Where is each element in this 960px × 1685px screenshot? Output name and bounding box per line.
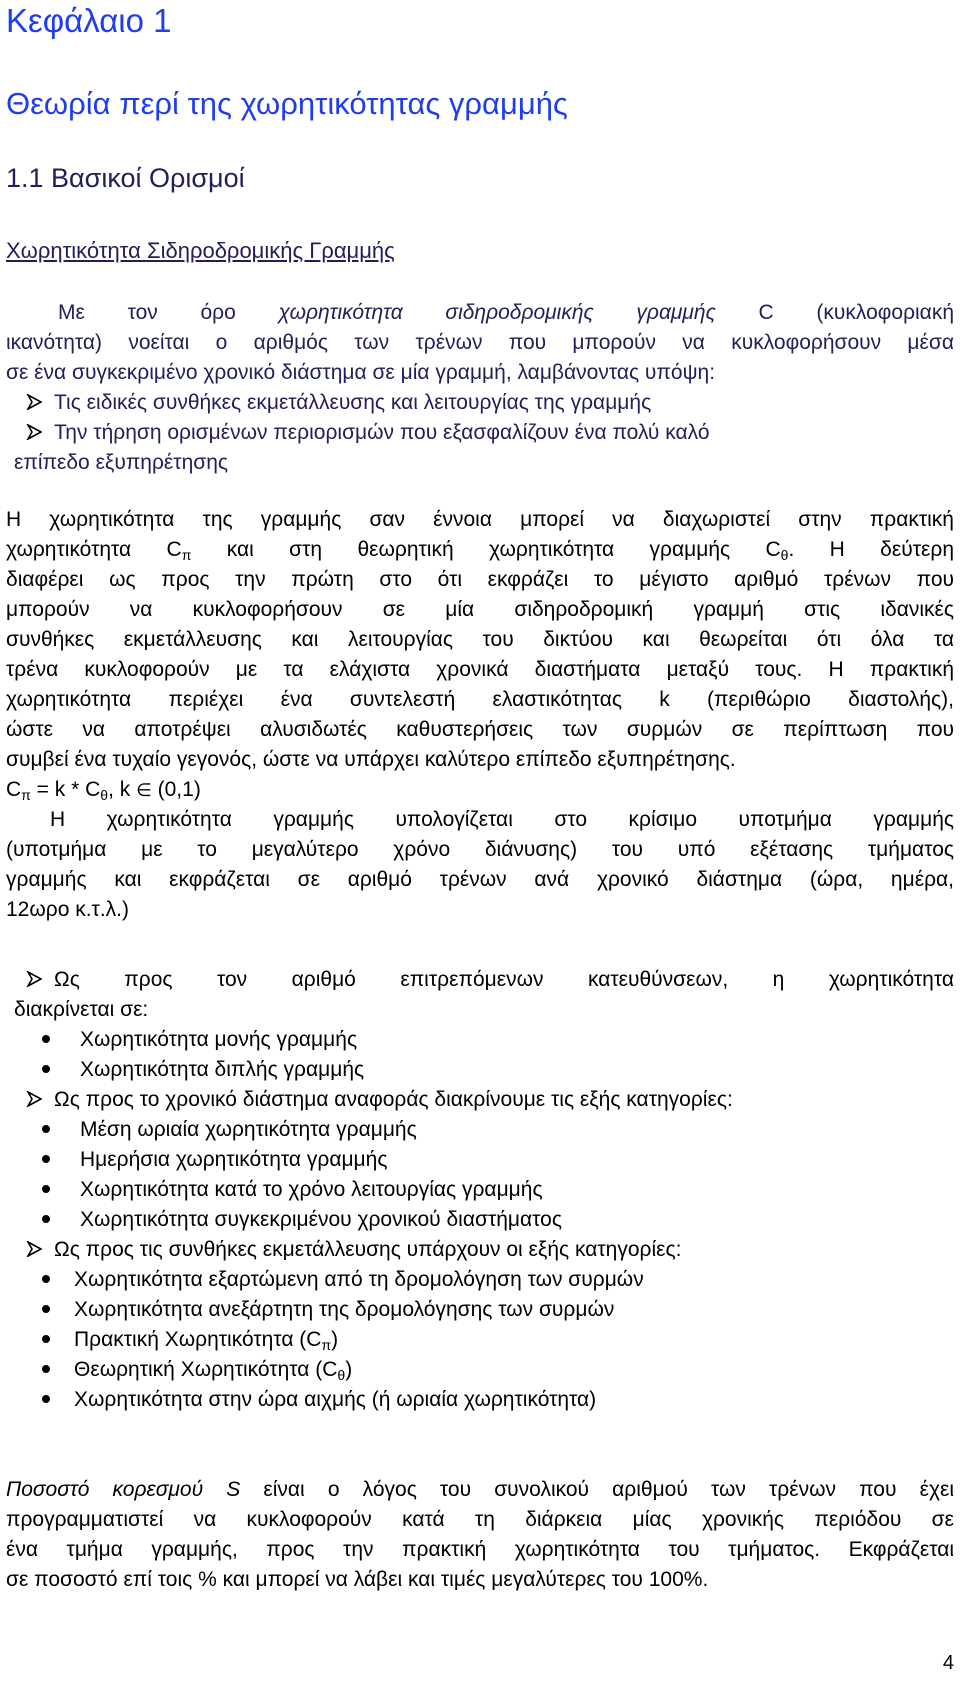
term-emphasis: Ποσοστό κορεσμού S (6, 1478, 241, 1501)
text-line: χωρητικότητα περιέχει ένα συντελεστή ελαστικότητας k (περιθώριο διαστολής), (6, 688, 954, 711)
text-line: προγραμματιστεί να κυκλοφορούν κατά τη διάρκεια μίας χρονικής περιόδου σε (6, 1508, 954, 1531)
list-item: Πρακτική Χωρητικότητα $(C_\pi)$ (6, 1325, 954, 1355)
chapter-title: Κεφάλαιο 1 (6, 2, 172, 39)
page-number: 4 (942, 1652, 954, 1674)
bullet-dot-icon (42, 1125, 50, 1133)
list-item: Την τήρηση ορισμένων περιορισμών που εξασφαλίζουν ένα πολύ καλό (6, 418, 954, 448)
term-emphasis: χωρητικότητα σιδηροδρομικής γραμμής (278, 301, 716, 324)
text-line: Με τον όρο χωρητικότητα σιδηροδρομικής γραμμής C (κυκλοφοριακή (58, 301, 954, 324)
classification-list (6, 965, 954, 1415)
saturation-paragraph (6, 1475, 954, 1595)
text-line: χωρητικότητα $C_\pi$ και στη θεωρητική χωρητικότητα γραμμής $C_\theta$. Η δεύτερη (6, 538, 955, 563)
bullet-dot-icon (42, 1065, 50, 1073)
list-item: Χωρητικότητα συγκεκριμένου χρονικού διαστήματος (6, 1205, 954, 1235)
bullet-dot-icon (42, 1155, 50, 1163)
text-line: ικανότητα) νοείται ο αριθμός των τρένων που μπορούν να κυκλοφορήσουν μέσα (6, 331, 954, 354)
formula: $C_\pi = k * C_\theta$, k ∈ (0,1) (6, 778, 201, 803)
bullet-dot-icon (42, 1035, 50, 1043)
text-line: ένα τμήμα γραμμής, προς την πρακτική χωρητικότητα του τμήματος. Εκφράζεται (6, 1538, 954, 1561)
text-line: Ποσοστό κορεσμού S είναι ο λόγος του συνολικού αριθμού των τρένων που έχει (6, 1478, 954, 1501)
text-line: ώστε να αποτρέψει αλυσιδωτές καθυστερήσεις των συρμών σε περίπτωση που (6, 718, 954, 741)
list-item-continuation: επίπεδο εξυπηρέτησης (14, 451, 229, 474)
list-item: Χωρητικότητα στην ώρα αιχμής (ή ωριαία χωρητικότητα) (6, 1385, 954, 1415)
text-line: (υποτμήμα με το μεγαλύτερο χρόνο διάνυσης) του υπό εξέτασης τμήματος (6, 838, 954, 861)
bullet-dot-icon (42, 1305, 50, 1313)
list-item: Ως προς τον αριθμό επιτρεπόμενων κατευθύνσεων, η χωρητικότητα (6, 965, 954, 995)
arrow-bullet-icon (26, 1091, 42, 1107)
list-item: Χωρητικότητα ανεξάρτητη της δρομολόγησης των συρμών (6, 1295, 954, 1325)
arrow-bullet-icon (26, 394, 42, 410)
list-item: Ως προς το χρονικό διάστημα αναφοράς διακρίνουμε τις εξής κατηγορίες: (6, 1085, 954, 1115)
bullet-dot-icon (42, 1185, 50, 1193)
section-title: Θεωρία περί της χωρητικότητας γραμμής (6, 86, 568, 121)
list-item: Ως προς τις συνθήκες εκμετάλλευσης υπάρχουν οι εξής κατηγορίες: (6, 1235, 954, 1265)
text-line: Η χωρητικότητα της γραμμής σαν έννοια μπορεί να διαχωριστεί στην πρακτική (6, 508, 954, 531)
text-line: τρένα κυκλοφορούν με τα ελάχιστα χρονικά διαστήματα μεταξύ τους. Η πρακτική (6, 658, 954, 681)
capacity-paragraph (6, 505, 954, 925)
bullet-dot-icon (42, 1215, 50, 1223)
list-item: Χωρητικότητα εξαρτώμενη από τη δρομολόγηση των συρμών (6, 1265, 954, 1295)
list-item-continuation: διακρίνεται σε: (14, 998, 149, 1021)
bullet-dot-icon (42, 1395, 50, 1403)
list-item: Χωρητικότητα διπλής γραμμής (6, 1055, 954, 1085)
bullet-dot-icon (42, 1275, 50, 1283)
text-line: Η χωρητικότητα γραμμής υπολογίζεται στο κρίσιμο υποτμήμα γραμμής (50, 808, 954, 831)
list-item: Τις ειδικές συνθήκες εκμετάλλευσης και λειτουργίας της γραμμής (6, 388, 954, 418)
bullet-dot-icon (42, 1335, 50, 1343)
text-line: γραμμής και εκφράζεται σε αριθμό τρένων ανά χρονικό διάστημα (ώρα, ημέρα, (6, 868, 954, 891)
topic-heading: Χωρητικότητα Σιδηροδρομικής Γραμμής (6, 238, 395, 263)
intro-paragraph (6, 298, 954, 478)
arrow-bullet-icon (26, 424, 42, 440)
list-item: Θεωρητική Χωρητικότητα $(C_\theta)$ (6, 1355, 954, 1385)
arrow-bullet-icon (26, 971, 42, 987)
text-line: μπορούν να κυκλοφορήσουν σε μία σιδηροδρομική γραμμή στις ιδανικές (6, 598, 954, 621)
list-item: Χωρητικότητα μονής γραμμής (6, 1025, 954, 1055)
arrow-bullet-icon (26, 1241, 42, 1257)
text-line: συμβεί ένα τυχαίο γεγονός, ώστε να υπάρχει καλύτερο επίπεδο εξυπηρέτησης. (6, 748, 736, 771)
list-item: Ημερήσια χωρητικότητα γραμμής (6, 1145, 954, 1175)
list-item: Χωρητικότητα κατά το χρόνο λειτουργίας γραμμής (6, 1175, 954, 1205)
subsection-title: 1.1 Βασικοί Ορισμοί (6, 163, 245, 193)
text-line: συνθήκες εκμετάλλευσης και λειτουργίας του δικτύου και θεωρείται ότι όλα τα (6, 628, 954, 651)
text-line: σε ένα συγκεκριμένο χρονικό διάστημα σε μία γραμμή, λαμβάνοντας υπόψη: (6, 361, 716, 384)
text-line: 12ωρο κ.τ.λ.) (6, 898, 130, 921)
text-line: σε ποσοστό επί τοις % και μπορεί να λάβει και τιμές μεγαλύτερες του 100%. (6, 1568, 709, 1591)
list-item: Μέση ωριαία χωρητικότητα γραμμής (6, 1115, 954, 1145)
text-line: διαφέρει ως προς την πρώτη στο ότι εκφράζει το μέγιστο αριθμό τρένων που (6, 568, 954, 591)
bullet-dot-icon (42, 1365, 50, 1373)
